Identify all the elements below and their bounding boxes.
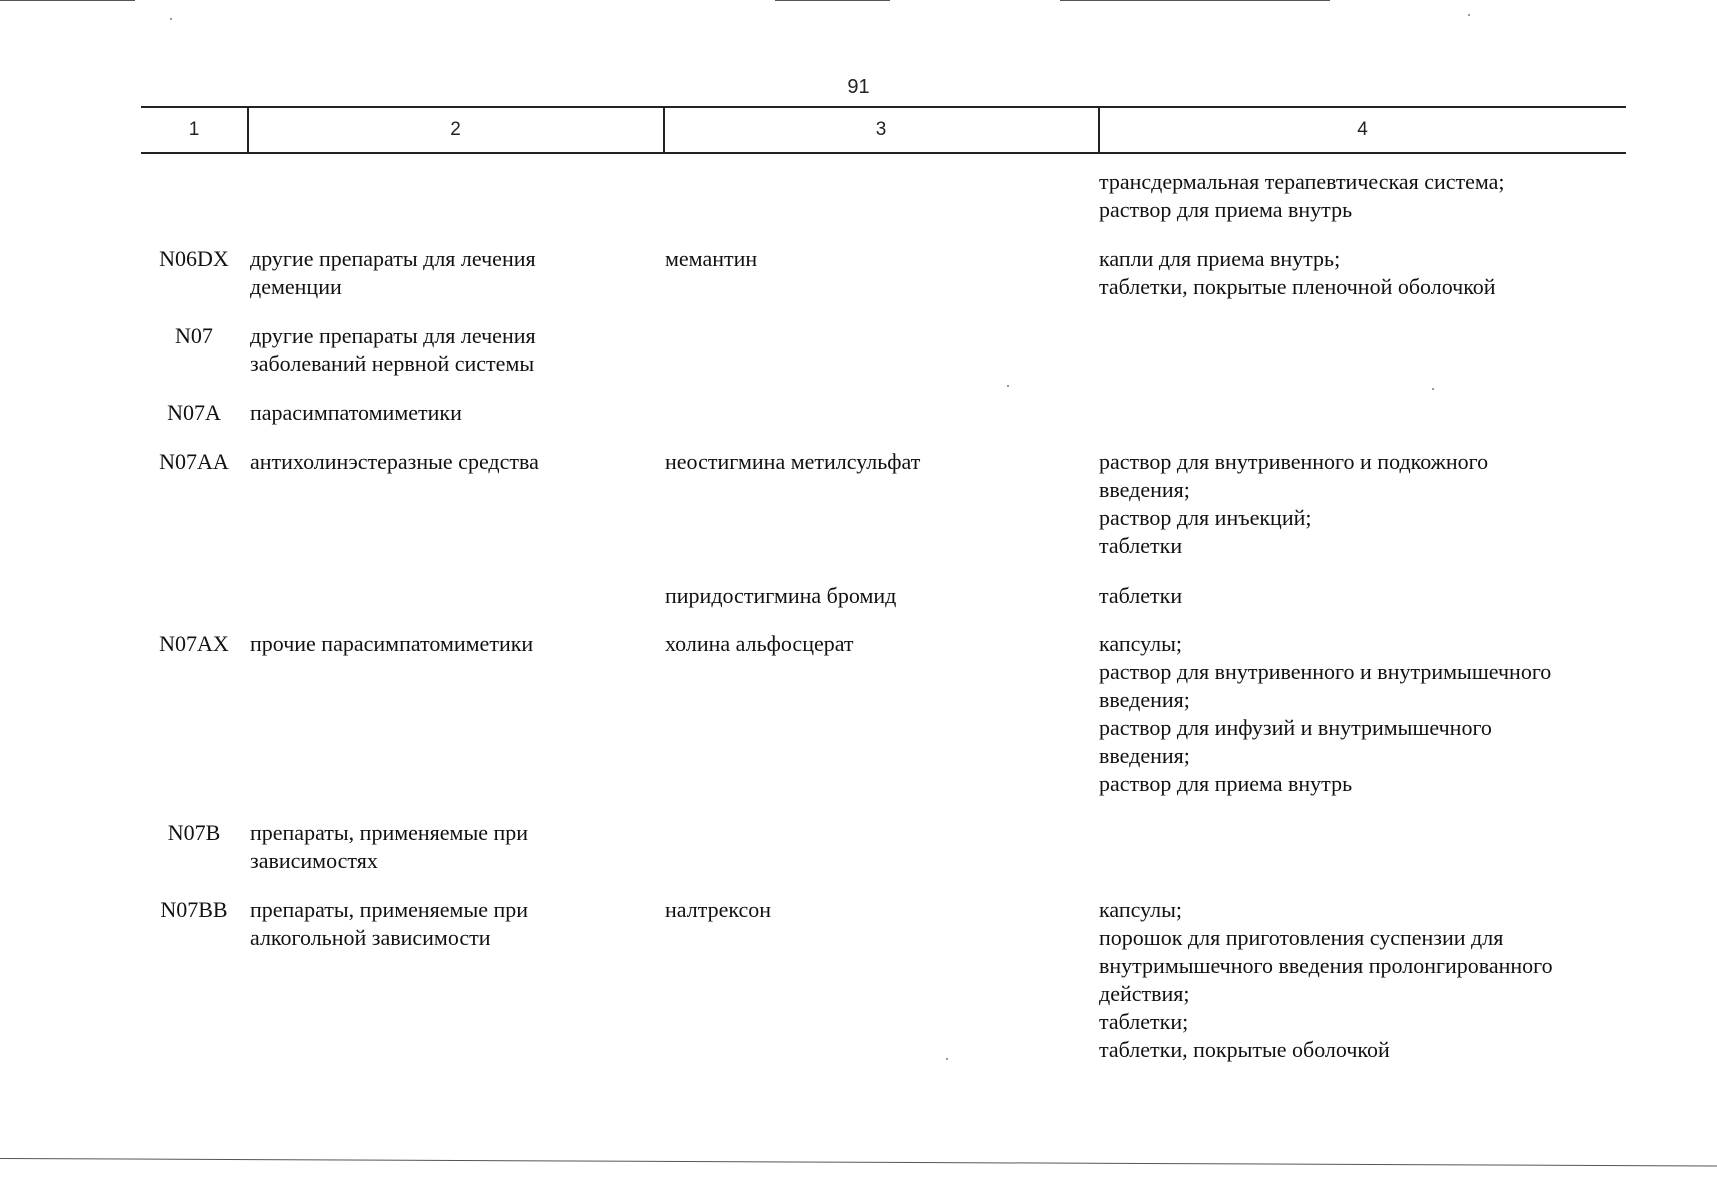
- group-line: препараты, применяемые при: [250, 820, 529, 845]
- group-line: другие препараты для лечения: [250, 246, 536, 271]
- table-header: [141, 106, 1626, 154]
- group-line: антихолинэстеразные средства: [250, 449, 539, 474]
- dosage-form-line: таблетки, покрытые оболочкой: [1099, 1037, 1390, 1062]
- group-line: другие препараты для лечения: [250, 323, 536, 348]
- scan-speck: [1468, 14, 1470, 16]
- dosage-form-line: раствор для внутривенного и подкожного: [1099, 449, 1489, 474]
- substance-line: налтрексон: [665, 897, 772, 922]
- scan-speck: [170, 18, 172, 20]
- dosage-form-line: трансдермальная терапевтическая система;: [1099, 169, 1505, 194]
- atc-code: N07: [175, 323, 213, 348]
- group-line: прочие парасимпатомиметики: [250, 631, 534, 656]
- scan-edge-top-mid: [775, 0, 890, 1]
- dosage-form-line: капсулы;: [1099, 631, 1182, 656]
- group-line: зависимостях: [250, 848, 378, 873]
- dosage-forms: [1099, 168, 1629, 224]
- page-number: 91: [847, 76, 870, 98]
- scan-edge-top-right: [1060, 0, 1330, 1]
- anatomical-group: [250, 322, 650, 378]
- dosage-form-line: таблетки: [1099, 583, 1183, 608]
- anatomical-group: [250, 448, 650, 476]
- dosage-form-line: порошок для приготовления суспензии для: [1099, 925, 1504, 950]
- atc-code: N07AA: [159, 449, 229, 474]
- dosage-form-line: таблетки: [1099, 533, 1183, 558]
- dosage-form-line: капли для приема внутрь;: [1099, 246, 1341, 271]
- atc-code: N07AX: [159, 631, 229, 656]
- dosage-form-line: действия;: [1099, 981, 1190, 1006]
- substance-line: неостигмина метилсульфат: [665, 449, 921, 474]
- dosage-form-line: раствор для приема внутрь: [1099, 197, 1353, 222]
- dosage-forms: [1099, 448, 1629, 560]
- dosage-form-line: раствор для приема внутрь: [1099, 771, 1353, 796]
- dosage-form-line: раствор для внутривенного и внутримышечного: [1099, 659, 1552, 684]
- scan-speck: [946, 1058, 948, 1060]
- dosage-form-line: внутримышечного введения пролонгированного: [1099, 953, 1553, 978]
- active-substance: [665, 245, 1085, 273]
- anatomical-group: [250, 245, 650, 301]
- dosage-forms: [1099, 582, 1629, 610]
- dosage-form-line: введения;: [1099, 477, 1190, 502]
- scan-speck: [1007, 385, 1009, 387]
- dosage-forms: [1099, 630, 1629, 798]
- group-line: заболеваний нервной системы: [250, 351, 535, 376]
- atc-code: N07BB: [160, 897, 228, 922]
- column-header-2: 2: [450, 119, 461, 140]
- active-substance: [665, 896, 1085, 924]
- group-line: деменции: [250, 274, 342, 299]
- column-header-3: 3: [875, 119, 887, 140]
- dosage-forms: [1099, 245, 1629, 301]
- column-header-1: 1: [188, 119, 200, 140]
- scan-edge-top-left: [0, 0, 135, 1]
- anatomical-group: [250, 630, 650, 658]
- anatomical-group: [250, 896, 650, 952]
- group-line: препараты, применяемые при: [250, 897, 529, 922]
- atc-code: N07A: [167, 400, 221, 425]
- scan-speck: [1432, 388, 1434, 390]
- dosage-form-line: раствор для инъекций;: [1099, 505, 1312, 530]
- atc-code: N07B: [167, 820, 221, 845]
- substance-line: мемантин: [665, 246, 758, 271]
- dosage-form-line: капсулы;: [1099, 897, 1182, 922]
- group-line: парасимпатомиметики: [250, 400, 462, 425]
- column-header-4: 4: [1357, 119, 1368, 140]
- active-substance: [665, 582, 1085, 610]
- dosage-form-line: введения;: [1099, 743, 1190, 768]
- dosage-form-line: введения;: [1099, 687, 1190, 712]
- dosage-form-line: таблетки;: [1099, 1009, 1189, 1034]
- active-substance: [665, 448, 1085, 476]
- active-substance: [665, 630, 1085, 658]
- substance-line: холина альфосцерат: [665, 631, 854, 656]
- anatomical-group: [250, 819, 650, 875]
- dosage-form-line: таблетки, покрытые пленочной оболочкой: [1099, 274, 1496, 299]
- anatomical-group: [250, 399, 650, 427]
- group-line: алкогольной зависимости: [250, 925, 491, 950]
- atc-code: N06DX: [159, 246, 229, 271]
- scan-edge-bottom: [0, 1158, 1717, 1166]
- substance-line: пиридостигмина бромид: [665, 583, 897, 608]
- dosage-form-line: раствор для инфузий и внутримышечного: [1099, 715, 1492, 740]
- dosage-forms: [1099, 896, 1629, 1064]
